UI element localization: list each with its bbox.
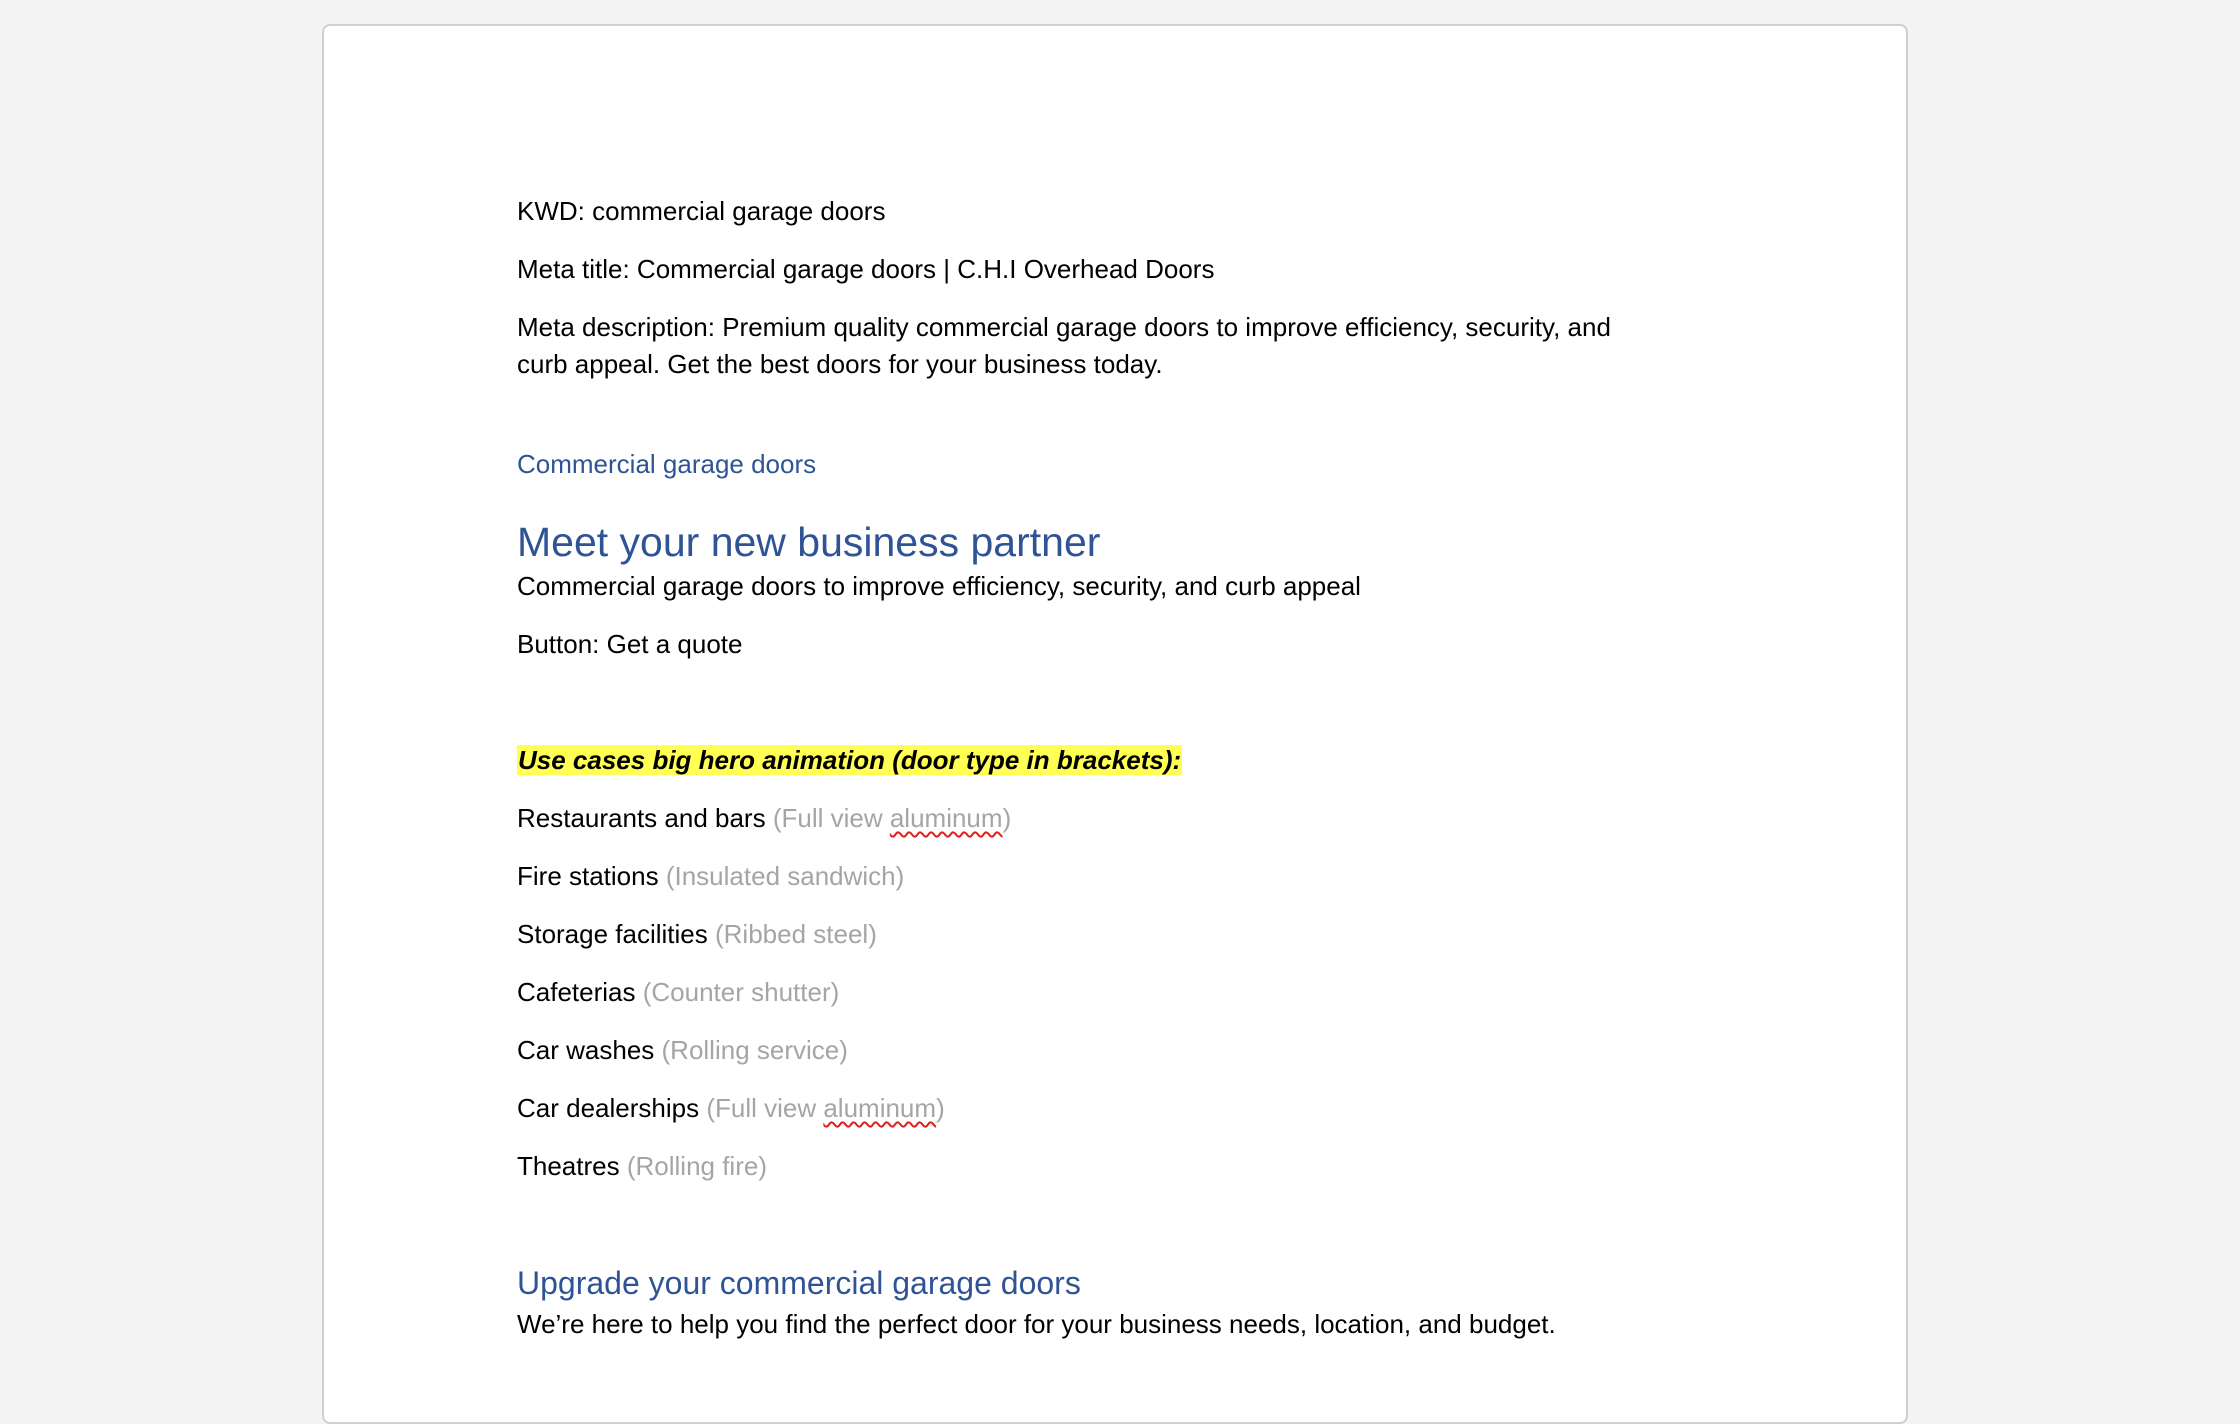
use-case-name: Car dealerships xyxy=(517,1093,700,1123)
use-case-name: Cafeterias xyxy=(517,977,636,1007)
upgrade-text: We’re here to help you find the perfect door for your business needs, location, and budget. xyxy=(517,1309,1556,1339)
eyebrow-heading: Commercial garage doors xyxy=(517,449,817,479)
kwd-line: KWD: commercial garage doors xyxy=(517,196,886,226)
use-case-name: Theatres xyxy=(517,1151,620,1181)
use-case-name: Car washes xyxy=(517,1035,655,1065)
door-type-prefix: (Full view xyxy=(772,803,890,833)
list-item xyxy=(517,1032,848,1069)
door-type: (Rolling fire) xyxy=(626,1151,767,1181)
door-type: (Ribbed steel) xyxy=(715,919,877,949)
meta-title-line: Meta title: Commercial garage doors | C.H.I Overhead Doors xyxy=(517,254,1215,284)
use-case-name: Fire stations xyxy=(517,861,659,891)
door-type-prefix: (Full view xyxy=(706,1093,824,1123)
door-type: (Insulated sandwich) xyxy=(665,861,905,891)
door-type: (Counter shutter) xyxy=(642,977,840,1007)
list-item xyxy=(517,858,904,895)
button-note: Button: Get a quote xyxy=(517,629,743,659)
use-case-name: Storage facilities xyxy=(517,919,708,949)
meta-description-line-1: Meta description: Premium quality commercial garage doors to improve efficiency, security, and xyxy=(517,312,1611,342)
door-type xyxy=(706,1093,944,1123)
list-item xyxy=(517,1148,767,1185)
meta-description-line-2: curb appeal. Get the best doors for your business today. xyxy=(517,349,1163,379)
list-item xyxy=(517,1090,945,1127)
document-page[interactable] xyxy=(322,24,1908,1424)
door-type xyxy=(773,803,1011,833)
list-item xyxy=(517,800,1011,837)
door-type-suffix: ) xyxy=(936,1093,945,1123)
door-type: (Rolling service) xyxy=(661,1035,848,1065)
list-item xyxy=(517,974,839,1011)
spellcheck-word[interactable]: aluminum xyxy=(823,1093,937,1123)
use-cases-heading-line xyxy=(517,742,1182,779)
use-case-name: Restaurants and bars xyxy=(517,803,766,833)
hero-subtitle: Commercial garage doors to improve efficiency, security, and curb appeal xyxy=(517,571,1361,601)
spellcheck-word[interactable]: aluminum xyxy=(889,803,1003,833)
door-type-suffix: ) xyxy=(1002,803,1012,833)
list-item xyxy=(517,916,877,953)
hero-title: Meet your new business partner xyxy=(517,519,1101,565)
upgrade-heading: Upgrade your commercial garage doors xyxy=(517,1265,1081,1301)
use-cases-heading: Use cases big hero animation (door type in brackets): xyxy=(518,745,1182,775)
